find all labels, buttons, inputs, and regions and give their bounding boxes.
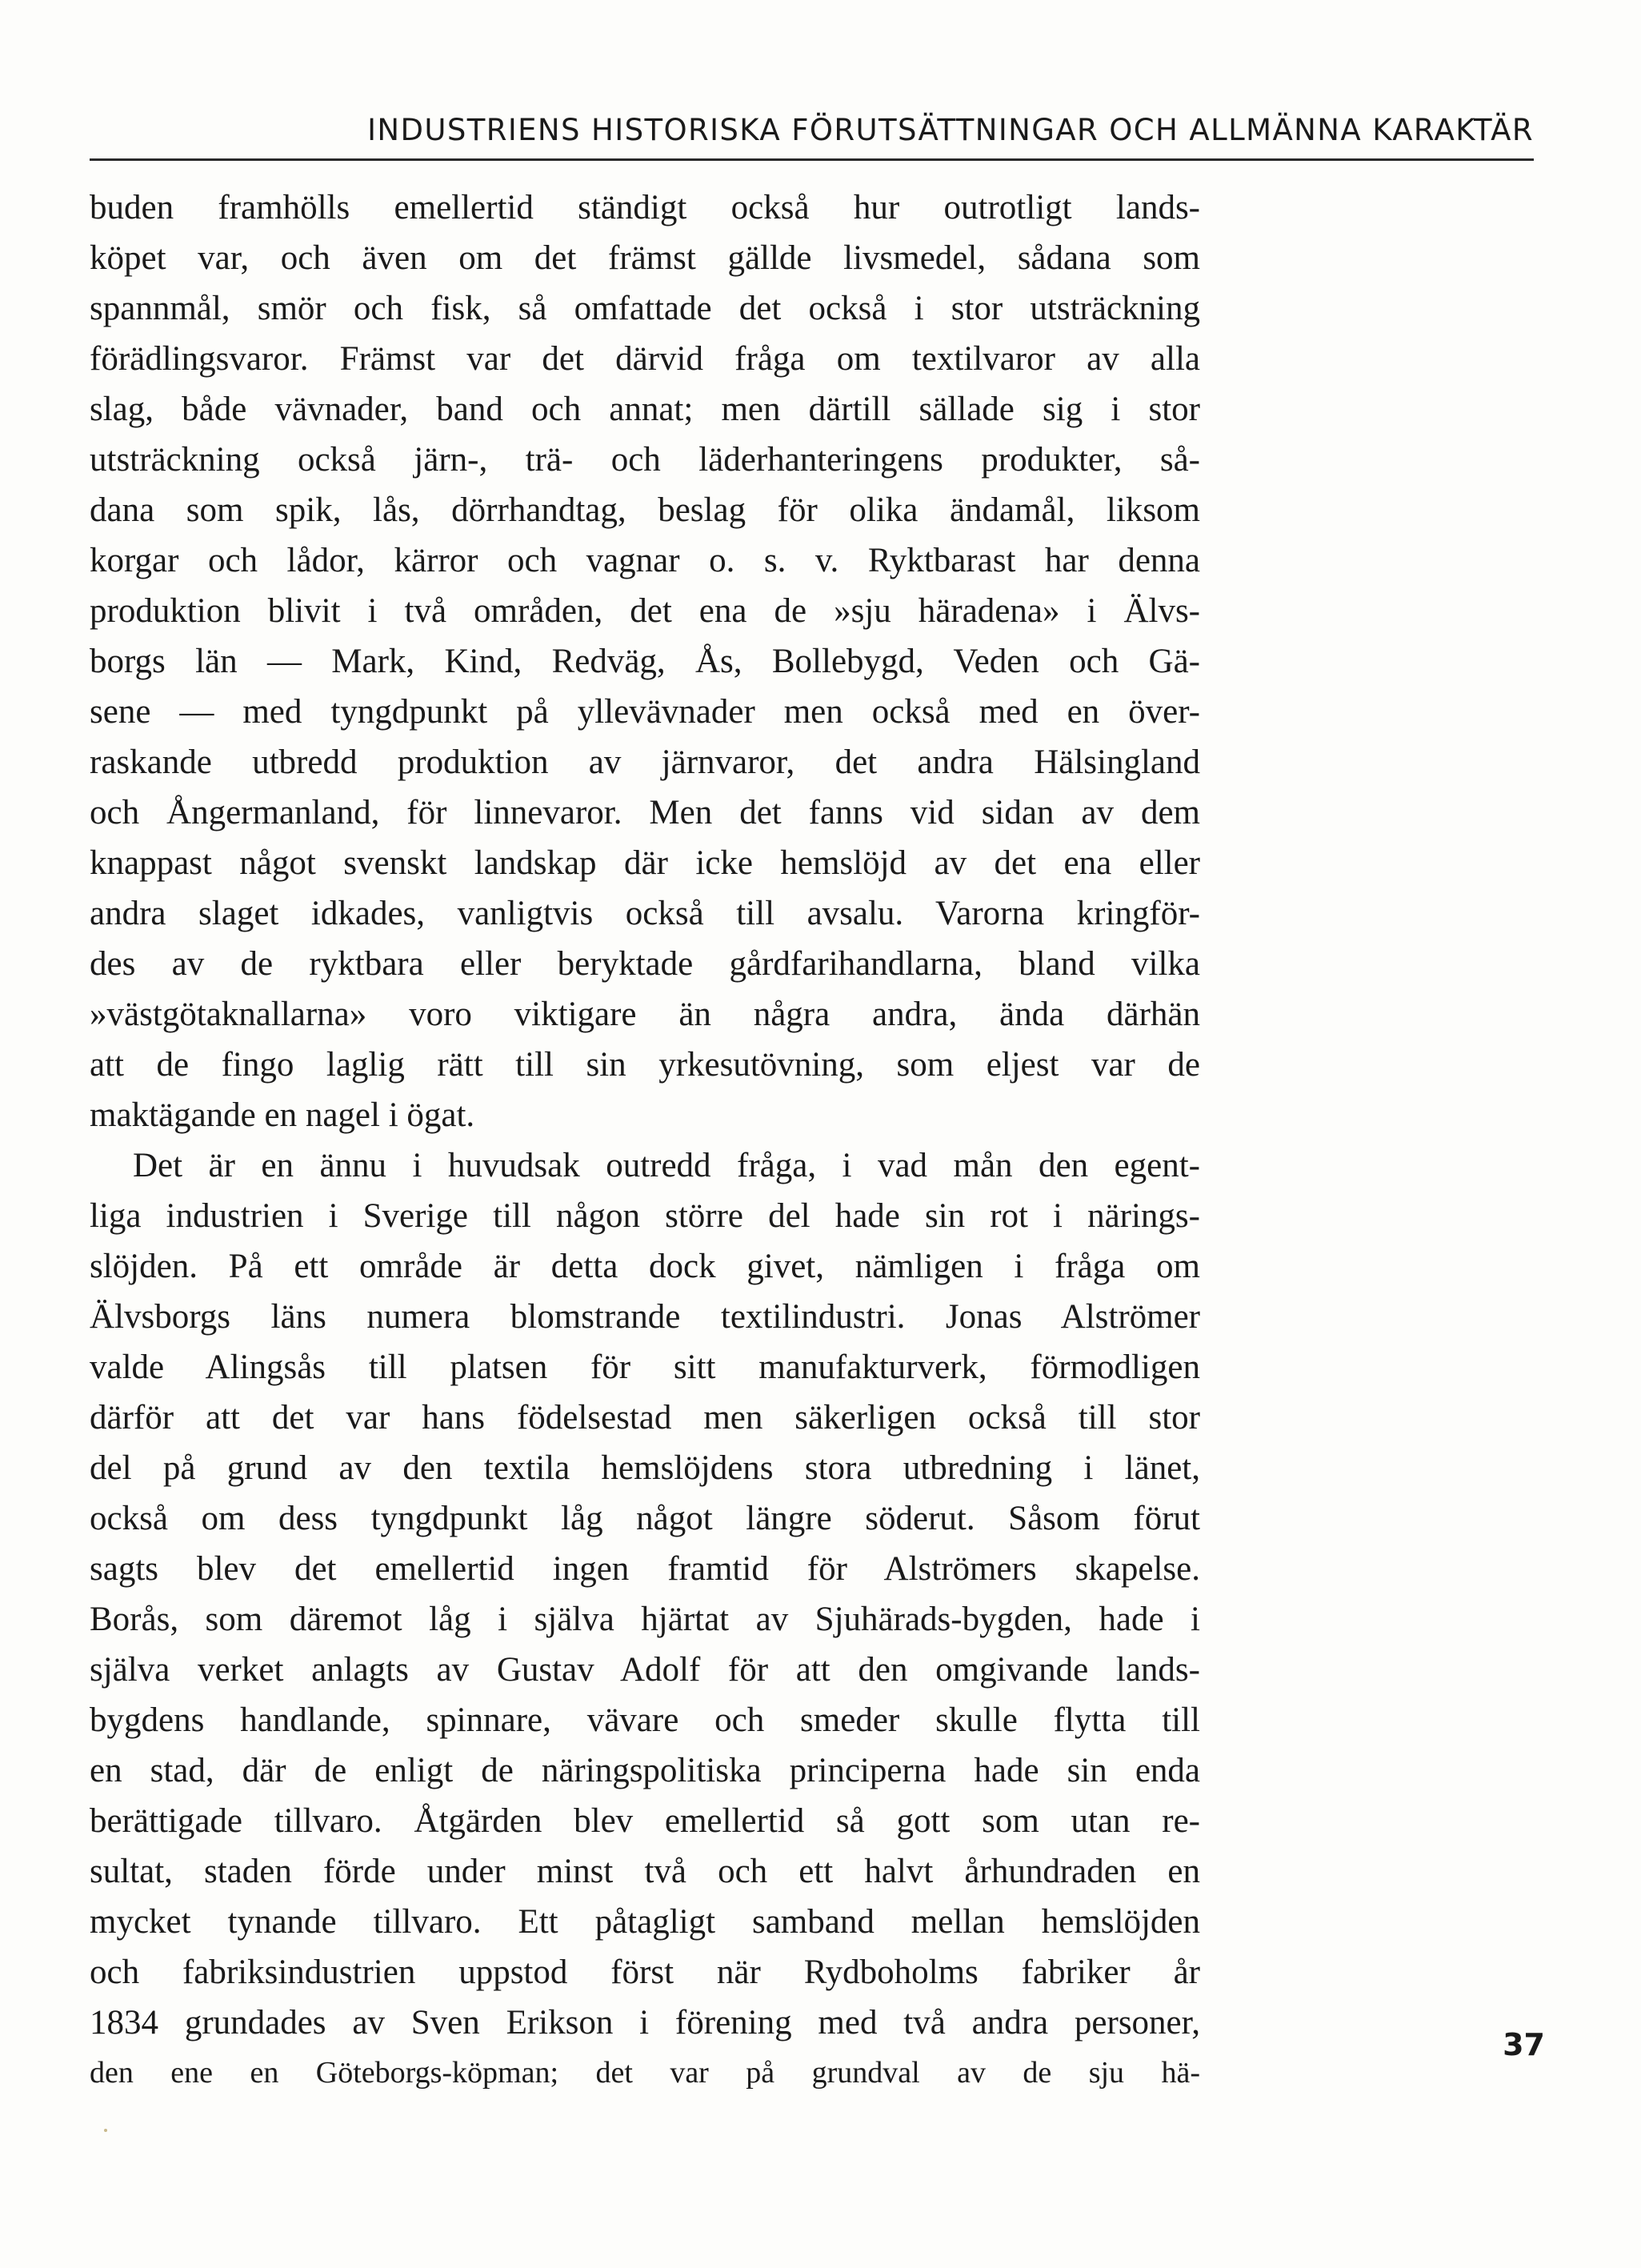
text-line: och Ångermanland, för linnevaror. Men det fanns vid sidan av dem	[90, 794, 1200, 831]
paper-speck	[104, 2129, 107, 2132]
text-line: spannmål, smör och fisk, så omfattade det också i stor utsträckning	[90, 290, 1200, 327]
text-line: raskande utbredd produktion av järnvaror, det andra Hälsingland	[90, 743, 1200, 781]
text-line: Borås, som däremot låg i själva hjärtat av Sjuhärads-bygden, hade i	[90, 1601, 1200, 1638]
text-line: andra slaget idkades, vanligtvis också till avsalu. Varorna kringför-	[90, 895, 1200, 932]
text-line: del på grund av den textila hemslöjdens stora utbredning i länet,	[90, 1449, 1200, 1487]
running-head-title: INDUSTRIENS HISTORISKA FÖRUTSÄTTNINGAR OCH ALLMÄNNA KARAKTÄR	[367, 113, 1534, 147]
text-line: den ene en Göteborgs-köpman; det var på grundval av de sju hä-	[90, 2056, 1200, 2090]
page-number: 37	[1503, 2027, 1545, 2062]
text-line: des av de ryktbara eller beryktade gårdfarihandlarna, bland vilka	[90, 945, 1200, 983]
paragraph-first-line: Det är en ännu i huvudsak outredd fråga, i vad mån den egent-	[133, 1147, 1200, 1184]
paragraph-end-line: maktägande en nagel i ögat.	[90, 1096, 475, 1134]
text-line: slöjden. På ett område är detta dock givet, nämligen i fråga om	[90, 1248, 1200, 1285]
text-line: produktion blivit i två områden, det ena de »sju häradena» i Älvs-	[90, 592, 1200, 630]
text-line: liga industrien i Sverige till någon större del hade sin rot i närings-	[90, 1197, 1200, 1235]
text-line: sultat, staden förde under minst två och ett halvt århundraden en	[90, 1853, 1200, 1890]
text-line: att de fingo laglig rätt till sin yrkesutövning, som eljest var de	[90, 1046, 1200, 1084]
text-line: också om dess tyngdpunkt låg något längre söderut. Såsom förut	[90, 1500, 1200, 1537]
text-line: köpet var, och även om det främst gällde livsmedel, sådana som	[90, 239, 1200, 277]
text-line: borgs län — Mark, Kind, Redväg, Ås, Bollebygd, Veden och Gä-	[90, 643, 1200, 680]
text-line: korgar och lådor, kärror och vagnar o. s. v. Ryktbarast har denna	[90, 542, 1200, 579]
text-line: sene — med tyngdpunkt på yllevävnader men också med en över-	[90, 693, 1200, 731]
text-line: »västgötaknallarna» voro viktigare än några andra, ända därhän	[90, 996, 1200, 1033]
text-line: buden framhölls emellertid ständigt också hur outrotligt lands-	[90, 189, 1200, 226]
text-line: därför att det var hans födelsestad men säkerligen också till stor	[90, 1399, 1200, 1437]
text-line: mycket tynande tillvaro. Ett påtagligt samband mellan hemslöjden	[90, 1903, 1200, 1941]
text-line: utsträckning också järn-, trä- och läderhanteringens produkter, så-	[90, 441, 1200, 479]
text-line: och fabriksindustrien uppstod först när Rydboholms fabriker år	[90, 1953, 1200, 1991]
text-line: Älvsborgs läns numera blomstrande textilindustri. Jonas Alströmer	[90, 1298, 1200, 1336]
text-line: förädlingsvaror. Främst var det därvid fråga om textilvaror av alla	[90, 340, 1200, 378]
text-line: dana som spik, lås, dörrhandtag, beslag för olika ändamål, liksom	[90, 491, 1200, 529]
text-line: själva verket anlagts av Gustav Adolf för att den omgivande lands-	[90, 1651, 1200, 1689]
text-line: bygdens handlande, spinnare, vävare och smeder skulle flytta till	[90, 1701, 1200, 1739]
text-line: valde Alingsås till platsen för sitt manufakturverk, förmodligen	[90, 1348, 1200, 1386]
text-line: berättigade tillvaro. Åtgärden blev emellertid så gott som utan re-	[90, 1802, 1200, 1840]
body-text	[90, 182, 1200, 2098]
text-line: sagts blev det emellertid ingen framtid för Alströmers skapelse.	[90, 1550, 1200, 1588]
text-line: 1834 grundades av Sven Erikson i förening med två andra personer,	[90, 2004, 1200, 2042]
text-line: en stad, där de enligt de näringspolitiska principerna hade sin enda	[90, 1752, 1200, 1789]
text-line: knappast något svenskt landskap där icke hemslöjd av det ena eller	[90, 844, 1200, 882]
text-line: slag, både vävnader, band och annat; men därtill sällade sig i stor	[90, 391, 1200, 428]
running-head	[90, 110, 1534, 161]
